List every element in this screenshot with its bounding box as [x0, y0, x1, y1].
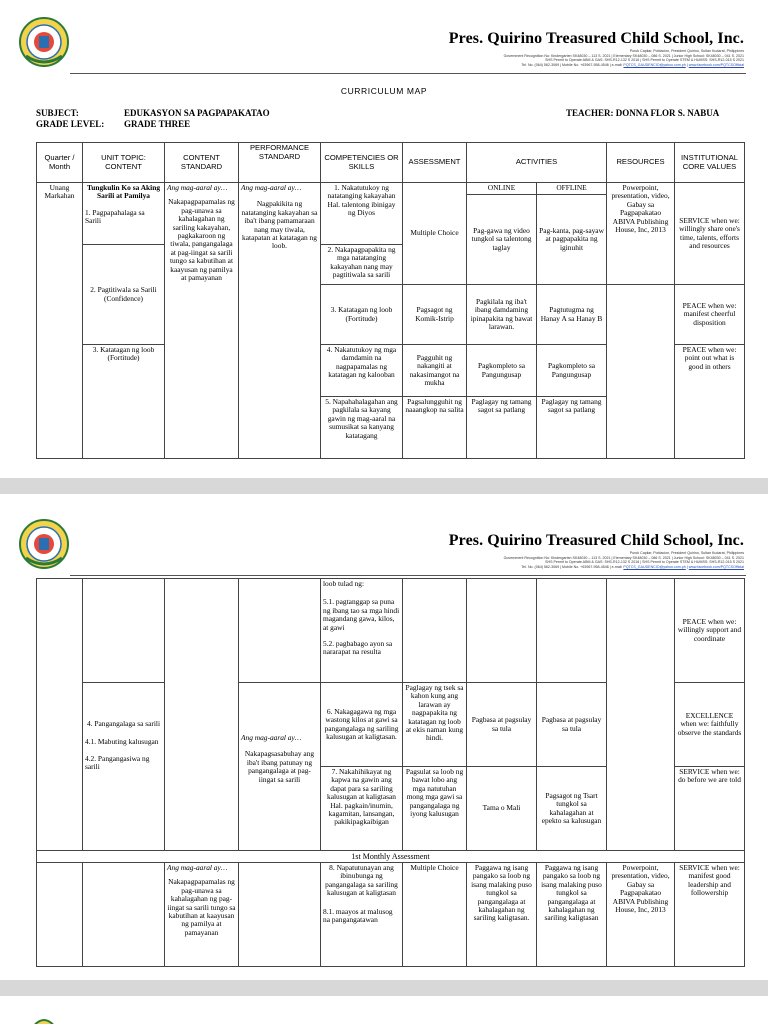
email-link[interactable]: PQTCS_GAUDENCIO@yahoo.com.ph [623, 564, 686, 569]
resources-cell [607, 579, 675, 851]
facebook-link[interactable]: www.facebook.com/PQTCSOfficial [688, 62, 744, 67]
content-standard-text: Nakapagpapamalas ng pag-unawa sa kahalagahan ng sariling kakayahan, pagkakaroon ng tiwala, pangangalaga at pag-iingat sa sarili tungo sa kabutihan at kaayusan ng pamilya at pamayanan [168, 197, 235, 283]
core-value-cell: PEACE when we: manifest cheerful disposition [675, 285, 745, 345]
assessment-cell: Paglagay ng tsek sa kahon kung ang larawan ay nagpapakita ng katatagan ng loob at ekis naman kung hindi. [403, 683, 467, 767]
core-value-cell: SERVICE when we: willingly share one's time, talents, efforts and resources [675, 183, 745, 285]
competency-cell [321, 863, 403, 967]
header-divider [70, 575, 746, 576]
assessment-cell: Multiple Choice [403, 863, 467, 967]
col-competencies: COMPETENCIES OR SKILLS [321, 143, 403, 183]
online-activity-cell: Tama o Mali [467, 767, 537, 851]
competency-sub-item: 5.1. pagtanggap sa puna ng ibang tao sa mga hindi magandang gawa, kilos, at gawi [323, 597, 400, 632]
core-value-cell: SERVICE when we: manifest good leadership and followership [675, 863, 745, 967]
subject-label: SUBJECT: [36, 108, 79, 118]
online-activity-cell: Paglagay ng tamang sagot sa patlang [467, 397, 537, 459]
content-standard-cell [165, 579, 239, 851]
online-activity-cell: Pagbasa at pagsulay sa tula [467, 683, 537, 767]
offline-activity-cell: Pagsagot ng Tsart tungkol sa kahalagahan at epekto sa kalusugan [537, 767, 607, 851]
subject-value: EDUKASYON SA PAGPAPAKATAO [124, 108, 270, 118]
unit-title: Tungkulin Ko sa Aking Sarili at Pamilya [86, 183, 161, 201]
school-address-block [364, 49, 744, 67]
assessment-cell: Pagsulat sa loob ng bawat lobo ang mga natutuhan mong mga gawi sa pangangalaga ng iyong kalusugan [403, 767, 467, 851]
online-activity-cell [467, 579, 537, 683]
offline-activity-cell: Pagbasa at pagsulay sa tula [537, 683, 607, 767]
online-activity-cell: Pagkilala ng iba't ibang damdaming ipinapakita ng bawat larawan. [467, 285, 537, 345]
activity-subheader-offline: OFFLINE [537, 183, 607, 195]
offline-activity-cell: Paggawa ng isang pangako sa loob ng isang malaking puso tungkol sa pangangalaga at kahalagahan ng sariling kaligtasan [537, 863, 607, 967]
online-activity-cell: Pag-gawa ng video tungkol sa talentong taglay [467, 195, 537, 285]
assessment-cell: Pagsagot ng Komik-Istrip [403, 285, 467, 345]
grade-level-value: GRADE THREE [124, 119, 191, 129]
document-page-2 [0, 494, 768, 980]
competency-cell: 5. Napahahalagahan ang pagkilala sa kayang gawin ng mag-aaral na sumusikat sa kanyang katatagang [321, 397, 403, 459]
page-gap [0, 980, 768, 996]
core-value-cell: PEACE when we: point out what is good in others [675, 345, 745, 459]
competency-cell: 2. Nakapagpapakita ng mga natatanging kakayahan nang may pagtitiwala sa sarili [321, 245, 403, 285]
address-line: SHS Permit to Operate ABM & GAS: SHS-R12-132 S 2016 | SHS Permit to Operate STEM & HUMSS: SHS-R12-015 S 2021 [545, 58, 744, 63]
address-line: SHS Permit to Operate ABM & GAS: SHS-R12-132 S 2016 | SHS Permit to Operate STEM & HUMSS: SHS-R12-015 S 2021 [545, 560, 744, 565]
competency-cell: 4. Nakatutukoy ng mga damdamin na nagpapamalas ng katatagan ng kalooban [321, 345, 403, 397]
address-line: Purok Capilar, Poblacion, President Quirino, Sultan Kudarat, Philippines [629, 551, 744, 555]
document-title: CURRICULUM MAP [340, 86, 428, 96]
unit-topic-cell [83, 183, 165, 245]
assessment-cell [403, 579, 467, 683]
address-line: Purok Capilar, Poblacion, President Quirino, Sultan Kudarat, Philippines [629, 49, 744, 53]
online-activity-cell: Pagkompleto sa Pangungusap [467, 345, 537, 397]
unit-topic-cell [83, 683, 165, 851]
unit-sub-item: 4.2. Pangangasiwa ng sarili [85, 753, 150, 772]
quarter-cell [37, 863, 83, 967]
resources-cell: Powerpoint, presentation, video, Gabay sa Pagpapakatao ABIVA Publishing House, Inc, 2013 [607, 863, 675, 967]
col-quarter-month: Quarter / Month [37, 143, 83, 183]
contact-line: Tel. No. (064) 562-3069 | Mobile No. +63967-958-4546 | e-mail: PQTCS_GAUDENCIO@yahoo.com.ph | www.facebook.com/PQTCSOfficial [521, 564, 744, 569]
school-name: Pres. Quirino Treasured Child School, Inc. [448, 532, 744, 549]
table-row [37, 851, 745, 863]
school-seal-logo-partial [30, 1014, 58, 1024]
unit-item: 4. Pangangalaga sa sarili [86, 719, 161, 728]
core-value-cell: EXCELLENCE when we: faithfully observe the standards [675, 683, 745, 767]
content-standard-text: Nakapagpapamalas ng pag-unawa sa kahalagahan ng pag-iingat sa sarili tungo sa kabutihan at kaayusan ng pamilya at pamayanan [167, 877, 236, 937]
facebook-link[interactable]: www.facebook.com/PQTCSOfficial [688, 564, 744, 569]
school-address-block [364, 551, 744, 569]
address-line: Government Recognition No: Kindergarten SK48030 – 113 S. 2021 | Elementary SK48030 – 086 S. 2021 | Junior High School: SK48030 – 041 S. 2021 [503, 555, 744, 560]
monthly-assessment-banner: 1st Monthly Assessment [37, 851, 745, 863]
competency-continued: loob tulad ng: [323, 579, 365, 588]
school-name: Pres. Quirino Treasured Child School, Inc. [448, 30, 744, 47]
performance-standard-cell [239, 183, 321, 459]
competency-cell: 6. Nakagagawa ng mga wastong kilos at gawi sa pangangalaga ng sariling kalusugan at kaligtasan. [321, 683, 403, 767]
col-activities: ACTIVITIES [467, 143, 607, 183]
school-seal-logo [18, 16, 70, 68]
offline-activity-cell: Paglagay ng tamang sagot sa patlang [537, 397, 607, 459]
contact-line: Tel. No. (064) 562-3069 | Mobile No. +63967-958-4546 | e-mail: PQTCS_GAUDENCIO@yahoo.com.ph | www.facebook.com/PQTCSOfficial [521, 62, 744, 67]
col-core-values: INSTITUTIONAL CORE VALUES [675, 143, 745, 183]
performance-standard-text: Nagpakikita ng natatanging kakayahan sa iba't ibang pamamaraan nang may tiwala, katapatan at katatagan ng loob. [241, 199, 318, 251]
performance-standard-head: Ang mag-aaral ay… [241, 183, 302, 192]
unit-topic-cell: 3. Katatagan ng loob (Fortitude) [83, 345, 165, 459]
offline-activity-cell: Pagtutugma ng Hanay A sa Hanay B [537, 285, 607, 345]
resources-cell [607, 285, 675, 459]
email-link[interactable]: PQTCS_GAUDENCIO@yahoo.com.ph [623, 62, 686, 67]
unit-topic-cell [83, 863, 165, 967]
competency-cell: 7. Nakahihikayat ng kapwa na gawin ang dapat para sa sariling kalusugan at kaligtasan Hal. pagkain/inumin, kagamitan, lansangan, pakikipagkaibigan [321, 767, 403, 851]
table-row [37, 183, 745, 195]
address-line: Government Recognition No: Kindergarten SK48030 – 113 S. 2021 | Elementary SK48030 – 086 S. 2021 | Junior High School: SK48030 – 041 S. 2021 [503, 53, 744, 58]
assessment-cell: Pagguhit ng nakangiti at nakasimangot na mukha [403, 345, 467, 397]
col-content-standard: CONTENT STANDARD [165, 143, 239, 183]
competency-sub-item: 8.1. maayos at malusog na pangangatawan [323, 906, 393, 925]
content-standard-cell [165, 863, 239, 967]
online-activity-cell: Paggawa ng isang pangako sa loob ng isang malaking puso tungkol sa pangangalaga at kahalagahan ng sariling kaligtasan. [467, 863, 537, 967]
teacher-name: TEACHER: DONNA FLOR S. NABUA [566, 108, 720, 118]
activity-subheader-online: ONLINE [467, 183, 537, 195]
col-assessment: ASSESSMENT [403, 143, 467, 183]
assessment-cell: Pagsalungguhit ng naaangkop na salita [403, 397, 467, 459]
col-unit-topic: UNIT TOPIC: CONTENT [83, 143, 165, 183]
competency-sub-item: 5.2. pagbabago ayon sa nararapat na resulta [323, 639, 393, 657]
competency-cell: 3. Katatagan ng loob (Fortitude) [321, 285, 403, 345]
core-value-cell: PEACE when we: willingly support and coordinate [675, 579, 745, 683]
table-row [37, 863, 745, 967]
quarter-cell: Unang Markahan [37, 183, 83, 459]
competency-item: 8. Napatutunayan ang ibinubunga ng pangangalaga sa sariling kalusugan at kaligtasan [325, 863, 398, 898]
document-page-3 [0, 996, 768, 1024]
performance-standard-head: Ang mag-aaral ay… [241, 733, 302, 742]
core-value-cell: SERVICE when we: do before we are told [675, 767, 745, 851]
col-performance-standard: PERFORMANCE STANDARD [239, 143, 321, 183]
performance-standard-text: Nakapagsasabuhay ang iba't ibang patunay ng pangangalaga at pag-iingat sa sarili [244, 749, 315, 784]
assessment-cell: Multiple Choice [403, 183, 467, 285]
curriculum-map-table [36, 142, 745, 459]
unit-item: 1. Pagpapahalaga sa Sarili [85, 207, 145, 226]
header-divider [70, 73, 746, 74]
quarter-cell [37, 579, 83, 851]
offline-activity-cell: Pag-kanta, pag-sayaw at pagpapakita ng iginuhit [537, 195, 607, 285]
resources-cell: Powerpoint, presentation, video, Gabay sa Pagpapakatao ABIVA Publishing House, Inc, 2013 [607, 183, 675, 285]
unit-topic-cell [83, 579, 165, 683]
competency-cell [321, 579, 403, 683]
grade-level-label: GRADE LEVEL: [36, 119, 105, 129]
offline-activity-cell: Pagkompleto sa Pangungusap [537, 345, 607, 397]
col-resources: RESOURCES [607, 143, 675, 183]
school-seal-logo [18, 518, 70, 570]
performance-standard-cell [239, 683, 321, 851]
performance-standard-cell [239, 579, 321, 683]
offline-activity-cell [537, 579, 607, 683]
unit-topic-cell: 2. Pagtitiwala sa Sarili (Confidence) [83, 245, 165, 345]
document-page-1 [0, 0, 768, 478]
competency-cell: 1. Nakatutukoy ng natatanging kakayahan Hal. talentong ibinigay ng Diyos [321, 183, 403, 245]
content-standard-cell [165, 183, 239, 459]
performance-standard-cell [239, 863, 321, 967]
page-gap [0, 478, 768, 494]
content-standard-head: Ang mag-aaral ay… [167, 183, 228, 192]
header-row [37, 143, 745, 183]
unit-sub-item: 4.1. Mabuting kalusugan [85, 737, 159, 747]
curriculum-map-table-continued [36, 578, 745, 967]
table-row [37, 579, 745, 683]
content-standard-head: Ang mag-aaral ay… [167, 863, 228, 872]
